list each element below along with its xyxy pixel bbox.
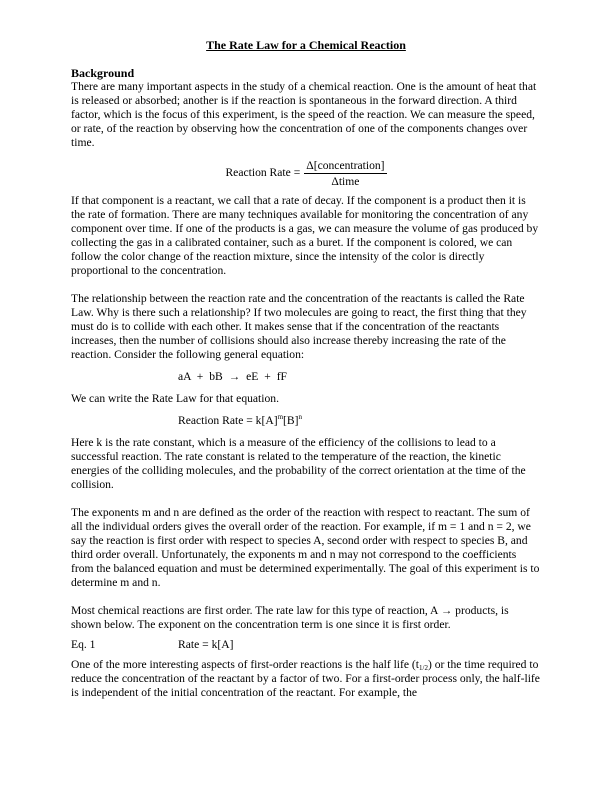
- paragraph-first-order: Most chemical reactions are first order. The rate law for this type of reaction, A → products, is shown below. The exponent on the concentration term is one since it is first order.: [71, 604, 509, 631]
- paragraph-exponents: The exponents m and n are defined as the order of the reaction with respect to reactant. The sum of all the individual orders gives the overall order of the reaction. For example, if m = 1 and n = 2, we say the reaction is first order with respect to species A, second order with respect to species B, and third order overall. Unfortunately, the exponents m and n may not correspond to the coefficients from the balanced equation and must be determined experimentally. The goal of this experiment is to determine m and n.: [71, 506, 540, 589]
- half-life-text-after: ) or the time required to reduce the concentration of the reactant by a factor of two. For a first-order process only, the half-life is independent of the initial concentration of the reactant. For example, the: [71, 658, 540, 699]
- document-page: [71, 38, 541, 700]
- paragraph-rate-constant: Here k is the rate constant, which is a measure of the efficiency of the collisions to lead to a successful reaction. The rate constant is related to the temperature of the reaction, the kinetic energies of the colliding molecules, and the probability of the correct orientation at the time of the collision.: [71, 436, 526, 491]
- paragraph-rate-law-intro: The relationship between the reaction rate and the concentration of the reactants is called the Rate Law. Why is there such a relationship? If two molecules are going to react, the first thing that they must do is to collide with each other. It makes sense that if the concentration of the reactants increases, then the number of collisions should also increase thereby increasing the rate of the reaction. Consider the following general equation:: [71, 292, 527, 361]
- equation-1-expression: Rate = k[A]: [178, 638, 234, 651]
- rate-law-equation: [71, 414, 541, 428]
- rate-equation-lhs: Reaction Rate =: [225, 166, 301, 179]
- page-title: The Rate Law for a Chemical Reaction: [206, 38, 406, 52]
- paragraph-half-life: [71, 658, 541, 700]
- fraction-numerator: Δ[concentration]: [306, 158, 385, 172]
- fraction-denominator: Δtime: [331, 174, 360, 188]
- general-equation: aA + bB → eE + fF: [178, 370, 288, 383]
- half-life-subscript: 1/2: [419, 664, 428, 672]
- rate-law-mid: [B]: [283, 414, 299, 427]
- half-life-text-before: One of the more interesting aspects of first-order reactions is the half life (t: [71, 658, 420, 671]
- equation-1-label: Eq. 1: [71, 638, 96, 651]
- background-heading: Background: [71, 66, 135, 80]
- rate-fraction: [304, 159, 386, 188]
- rate-equation: [71, 158, 541, 188]
- exponent-m: m: [277, 413, 284, 421]
- rate-law-prefix: Reaction Rate = k[A]: [178, 414, 278, 427]
- exponent-n: n: [298, 413, 302, 421]
- paragraph-intro: There are many important aspects in the study of a chemical reaction. One is the amount of heat that is released or absorbed; another is if the reaction is spontaneous in the forward direction. A third factor, which is the focus of this experiment, is the speed of the reaction. We can measure the speed, or rate, of the reaction by observing how the concentration of one of the components changes over time.: [71, 80, 537, 149]
- paragraph-write-rate-law: We can write the Rate Law for that equation.: [71, 392, 279, 405]
- paragraph-decay-formation: If that component is a reactant, we call that a rate of decay. If the component is a product then it is the rate of formation. There are many techniques available for monitoring the concentration of any component over time. If one of the products is a gas, we can measure the volume of gas produced by collecting the gas in a calibrated container, such as a buret. If the component is colored, we can follow the color change of the reaction mixture, since the intensity of the color is directly proportional to the concentration.: [71, 194, 539, 277]
- equation-1: [71, 638, 541, 652]
